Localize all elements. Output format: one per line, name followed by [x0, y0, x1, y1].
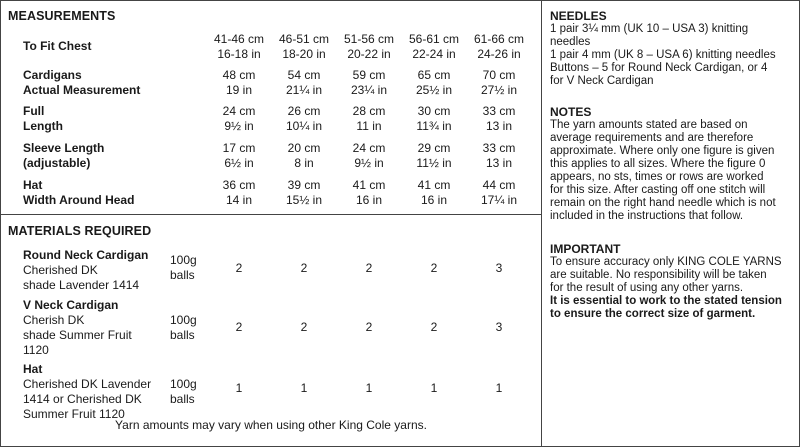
size-in: 22-24 in [412, 47, 456, 61]
material-qty: 1 [495, 381, 503, 395]
important-section [550, 242, 796, 321]
material-unit: 100g balls [170, 313, 197, 342]
material-unit: 100g balls [170, 377, 197, 406]
left-column [1, 1, 542, 446]
needles-line: 1 pair 3¼ mm (UK 10 – USA 3) knitting [550, 23, 749, 35]
important-line: To ensure accuracy only KING COLE YARNS [550, 256, 782, 268]
notes-line: average requirements and are therefore [550, 132, 754, 144]
material-title: Hat [23, 362, 43, 376]
value-in: 23¼ in [350, 83, 388, 97]
material-line: 1120 [23, 343, 49, 357]
needles-line: Buttons – 5 for Round Neck Cardigan, or 4 [550, 62, 768, 74]
important-line: are suitable. No responsibility will be taken [550, 269, 767, 281]
materials-heading: MATERIALS REQUIRED [8, 224, 152, 238]
value-in: 16 in [420, 193, 448, 207]
size-cm: 51-56 cm [343, 32, 395, 46]
important-bold-line: It is essential to work to the stated tension [550, 295, 782, 307]
needles-heading: NEEDLES [550, 9, 607, 23]
value-cm: 59 cm [352, 68, 386, 82]
important-bold-line: to ensure the correct size of garment. [550, 308, 756, 320]
value-cm: 20 cm [287, 141, 321, 155]
needles-line: 1 pair 4 mm (UK 8 – USA 6) knitting needles [550, 49, 776, 61]
size-in: 18-20 in [282, 47, 326, 61]
material-qty: 2 [235, 320, 243, 334]
important-heading: IMPORTANT [550, 242, 621, 256]
row-label: Sleeve Length [23, 141, 105, 155]
row-label: Full [23, 104, 45, 118]
row-label: Width Around Head [23, 193, 135, 207]
value-in: 11 in [356, 119, 382, 133]
notes-heading: NOTES [550, 105, 592, 119]
needles-line: needles [550, 36, 591, 48]
value-in: 15½ in [285, 193, 323, 207]
size-cm: 56-61 cm [408, 32, 460, 46]
notes-line: this applies to all sizes. Where the figure 0 [550, 158, 766, 170]
value-cm: 24 cm [222, 104, 256, 118]
notes-line: for this size. After casting off one stitch will [550, 184, 766, 196]
materials-section [1, 215, 541, 446]
chest-label: To Fit Chest [23, 39, 92, 53]
value-cm: 17 cm [222, 141, 256, 155]
size-in: 24-26 in [477, 47, 521, 61]
material-qty: 1 [365, 381, 373, 395]
material-qty: 2 [430, 320, 438, 334]
value-cm: 41 cm [417, 178, 451, 192]
yarn-footnote: Yarn amounts may vary when using other King Cole yarns. [115, 418, 427, 432]
value-in: 9½ in [224, 119, 254, 133]
material-line: Cherished DK [23, 263, 98, 277]
value-cm: 33 cm [482, 141, 516, 155]
value-in: 13 in [485, 156, 513, 170]
material-line: Cherished DK Lavender [23, 377, 152, 391]
measurements-section [1, 1, 541, 215]
value-in: 8 in [294, 156, 314, 170]
right-column [542, 1, 799, 446]
value-cm: 36 cm [222, 178, 256, 192]
value-in: 6½ in [224, 156, 254, 170]
measurements-heading: MEASUREMENTS [8, 9, 116, 23]
row-label: Cardigans [23, 68, 82, 82]
material-item-v-neck [23, 298, 132, 358]
value-cm: 26 cm [287, 104, 321, 118]
value-cm: 24 cm [352, 141, 386, 155]
material-qty: 2 [365, 261, 373, 275]
material-qty: 1 [300, 381, 308, 395]
value-cm: 30 cm [417, 104, 451, 118]
value-in: 25½ in [415, 83, 453, 97]
material-title: Round Neck Cardigan [23, 248, 149, 262]
material-item-hat [23, 362, 151, 422]
value-in: 11¾ in [416, 119, 452, 133]
value-cm: 48 cm [222, 68, 256, 82]
material-line: Cherish DK [23, 313, 85, 327]
material-qty: 2 [430, 261, 438, 275]
notes-line: The yarn amounts stated are based on [550, 119, 748, 131]
material-line: shade Lavender 1414 [23, 278, 140, 292]
material-title: V Neck Cardigan [23, 298, 119, 312]
material-qty: 3 [495, 261, 503, 275]
value-cm: 65 cm [417, 68, 451, 82]
material-qty: 2 [365, 320, 373, 334]
value-in: 13 in [485, 119, 513, 133]
material-line: shade Summer Fruit [23, 328, 132, 342]
size-cm: 61-66 cm [473, 32, 525, 46]
material-qty: 2 [300, 320, 308, 334]
value-in: 10¼ in [285, 119, 323, 133]
row-label: Actual Measurement [23, 83, 141, 97]
material-line: 1414 or Cherished DK [23, 392, 142, 406]
row-label: Hat [23, 178, 43, 192]
value-in: 16 in [355, 193, 383, 207]
value-cm: 54 cm [287, 68, 321, 82]
size-cm: 41-46 cm [213, 32, 265, 46]
row-label: Length [23, 119, 63, 133]
notes-section [550, 105, 796, 223]
value-in: 17¼ in [480, 193, 518, 207]
value-in: 14 in [225, 193, 253, 207]
material-unit: 100g balls [170, 253, 197, 282]
notes-line: approximate. Where only one figure is given [550, 145, 775, 157]
row-label: (adjustable) [23, 156, 91, 170]
notes-line: appears, no sts, times or rows are worked [550, 171, 764, 183]
value-cm: 29 cm [417, 141, 451, 155]
value-in: 21¼ in [285, 83, 323, 97]
material-qty: 1 [430, 381, 438, 395]
size-in: 16-18 in [217, 47, 261, 61]
notes-line: included in the instructions that follow. [550, 210, 744, 222]
value-in: 9½ in [354, 156, 384, 170]
size-cm: 46-51 cm [278, 32, 330, 46]
value-in: 27½ in [480, 83, 518, 97]
material-item-round-neck [23, 248, 148, 293]
needles-line: for V Neck Cardigan [550, 75, 654, 87]
value-cm: 70 cm [482, 68, 516, 82]
value-cm: 33 cm [482, 104, 516, 118]
size-in: 20-22 in [347, 47, 391, 61]
material-qty: 2 [235, 261, 243, 275]
value-in: 19 in [225, 83, 253, 97]
value-cm: 28 cm [352, 104, 386, 118]
material-qty: 3 [495, 320, 503, 334]
material-line: Summer Fruit 1120 [23, 407, 125, 421]
value-cm: 41 cm [352, 178, 386, 192]
material-qty: 2 [300, 261, 308, 275]
material-qty: 1 [235, 381, 243, 395]
needles-section [550, 9, 796, 88]
notes-line: remain on the right hand needle which is not [550, 197, 776, 209]
value-cm: 39 cm [287, 178, 321, 192]
value-in: 11½ in [416, 156, 452, 170]
important-line: for the result of using any other yarns. [550, 282, 744, 294]
value-cm: 44 cm [482, 178, 516, 192]
